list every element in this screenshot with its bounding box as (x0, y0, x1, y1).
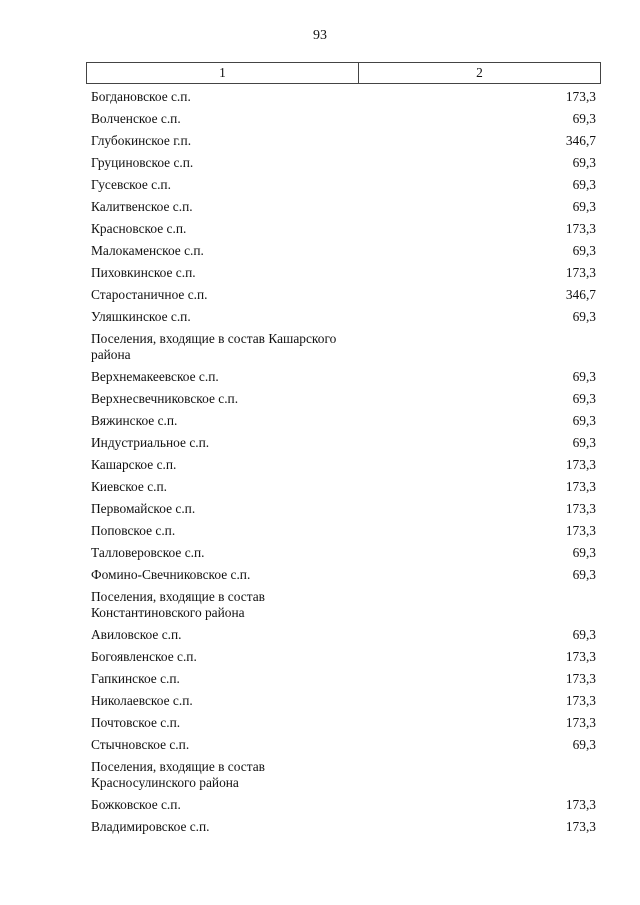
table-body (86, 86, 596, 838)
settlement-value: 69,3 (572, 177, 596, 192)
settlement-value: 173,3 (565, 715, 596, 730)
settlement-name: Гапкинское с.п. (91, 671, 180, 686)
settlement-value: 69,3 (572, 435, 596, 450)
settlement-value: 346,7 (565, 133, 596, 148)
table-row (86, 454, 596, 476)
table-row (86, 284, 596, 306)
settlement-name: Авиловское с.п. (91, 627, 182, 642)
settlement-value: 173,3 (565, 523, 596, 538)
settlement-name: Калитвенское с.п. (91, 199, 193, 214)
settlement-value: 173,3 (565, 693, 596, 708)
settlement-name: Божковское с.п. (91, 797, 181, 812)
table-row (86, 712, 596, 734)
settlement-value: 69,3 (572, 243, 596, 258)
table-row (86, 734, 596, 756)
settlement-name: Богдановское с.п. (91, 89, 191, 104)
settlement-value: 173,3 (565, 501, 596, 516)
table-row (86, 152, 596, 174)
settlement-name: Пиховкинское с.п. (91, 265, 196, 280)
table-row (86, 174, 596, 196)
page-number: 93 (313, 28, 327, 43)
table-row (86, 794, 596, 816)
group-heading-row (86, 756, 596, 794)
settlement-value: 173,3 (565, 819, 596, 834)
settlement-value: 173,3 (565, 797, 596, 812)
table-row (86, 816, 596, 838)
settlement-name: Поселения, входящие в состав Кашарского района (91, 331, 337, 362)
settlement-name: Верхнемакеевское с.п. (91, 369, 219, 384)
settlement-name: Верхнесвечниковское с.п. (91, 391, 239, 406)
settlement-value: 346,7 (565, 287, 596, 302)
settlement-name: Поселения, входящие в состав Красносулинского района (91, 759, 265, 790)
settlement-value: 69,3 (572, 369, 596, 384)
settlement-value: 69,3 (572, 413, 596, 428)
table-row (86, 262, 596, 284)
group-heading-row (86, 328, 596, 366)
table-row (86, 410, 596, 432)
table-row (86, 388, 596, 410)
settlement-value: 173,3 (565, 89, 596, 104)
settlement-value: 69,3 (572, 199, 596, 214)
table-row (86, 240, 596, 262)
settlement-value: 69,3 (572, 567, 596, 582)
settlement-value: 69,3 (572, 391, 596, 406)
settlement-name: Талловеровское с.п. (91, 545, 205, 560)
settlement-name: Кашарское с.п. (91, 457, 177, 472)
table-row (86, 624, 596, 646)
settlement-name: Старостаничное с.п. (91, 287, 208, 302)
settlement-name: Груциновское с.п. (91, 155, 194, 170)
table-row (86, 476, 596, 498)
table-row (86, 668, 596, 690)
settlement-value: 69,3 (572, 737, 596, 752)
table-row (86, 564, 596, 586)
settlement-value: 69,3 (572, 111, 596, 126)
settlement-name: Глубокинское г.п. (91, 133, 192, 148)
column-header-1: 1 (87, 63, 359, 83)
settlement-name: Малокаменское с.п. (91, 243, 204, 258)
settlement-name: Владимировское с.п. (91, 819, 210, 834)
table-row (86, 646, 596, 668)
table-row (86, 520, 596, 542)
settlement-name: Поповское с.п. (91, 523, 176, 538)
table-row (86, 306, 596, 328)
table-row (86, 86, 596, 108)
settlement-name: Уляшкинское с.п. (91, 309, 191, 324)
settlement-value: 173,3 (565, 221, 596, 236)
settlement-name: Гусевское с.п. (91, 177, 171, 192)
settlement-name: Волченское с.п. (91, 111, 181, 126)
settlement-name: Стычновское с.п. (91, 737, 190, 752)
table-row (86, 542, 596, 564)
table-row (86, 432, 596, 454)
settlement-value: 69,3 (572, 545, 596, 560)
settlement-name: Николаевское с.п. (91, 693, 193, 708)
table-header (86, 62, 601, 84)
settlement-value: 69,3 (572, 155, 596, 170)
table-row (86, 690, 596, 712)
settlement-name: Богоявленское с.п. (91, 649, 197, 664)
table-row (86, 218, 596, 240)
settlement-name: Почтовское с.п. (91, 715, 181, 730)
table-row (86, 366, 596, 388)
settlement-name: Красновское с.п. (91, 221, 187, 236)
settlement-value: 173,3 (565, 479, 596, 494)
table-row (86, 130, 596, 152)
table-row (86, 196, 596, 218)
settlement-name: Поселения, входящие в состав Константиновского района (91, 589, 265, 620)
settlement-name: Фомино-Свечниковское с.п. (91, 567, 251, 582)
settlement-name: Киевское с.п. (91, 479, 168, 494)
settlement-value: 173,3 (565, 671, 596, 686)
settlement-value: 69,3 (572, 309, 596, 324)
settlement-name: Вяжинское с.п. (91, 413, 178, 428)
table-row (86, 108, 596, 130)
settlement-name: Индустриальное с.п. (91, 435, 210, 450)
settlement-value: 173,3 (565, 649, 596, 664)
settlement-name: Первомайское с.п. (91, 501, 196, 516)
settlement-value: 173,3 (565, 265, 596, 280)
group-heading-row (86, 586, 596, 624)
settlement-value: 173,3 (565, 457, 596, 472)
column-header-2: 2 (476, 65, 483, 80)
table-row (86, 498, 596, 520)
settlement-value: 69,3 (572, 627, 596, 642)
